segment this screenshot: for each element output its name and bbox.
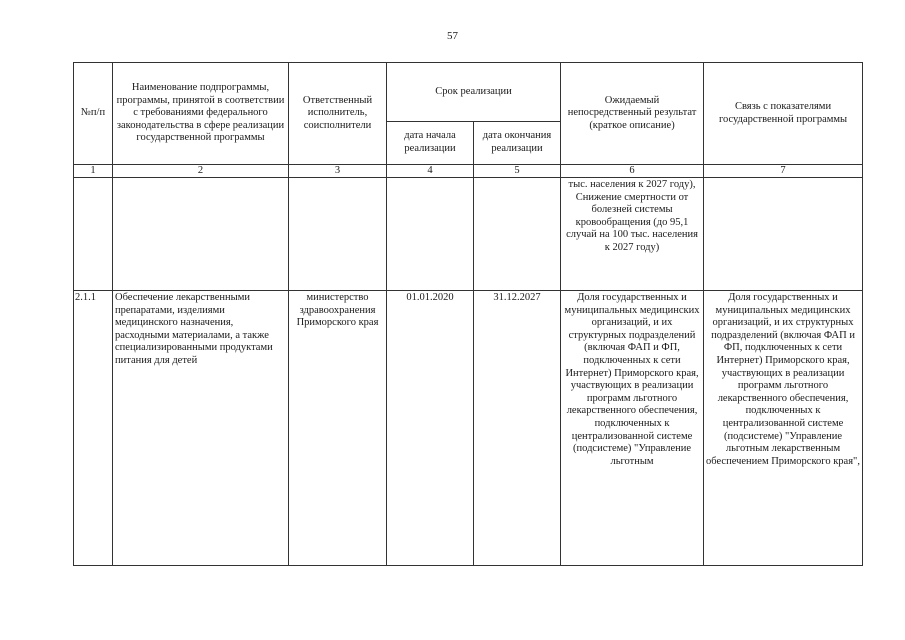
row-num bbox=[74, 178, 113, 291]
row-executor: министерство здравоохранения Приморского края bbox=[289, 291, 387, 566]
table-row bbox=[74, 178, 863, 291]
header-end: дата окончания реализации bbox=[474, 122, 561, 165]
column-number: 2 bbox=[113, 165, 289, 178]
row-start bbox=[387, 178, 474, 291]
row-name bbox=[113, 178, 289, 291]
row-end bbox=[474, 178, 561, 291]
column-number: 6 bbox=[561, 165, 704, 178]
header-num: №п/п bbox=[74, 63, 113, 165]
page-number: 57 bbox=[447, 30, 458, 42]
column-number: 1 bbox=[74, 165, 113, 178]
row-result: тыс. населения к 2027 году), Снижение смертности от болезней системы кровообращения (до 95,1 случай на 100 тыс. населения к 2027 году) bbox=[561, 178, 704, 291]
header-start: дата начала реализации bbox=[387, 122, 474, 165]
program-table bbox=[73, 62, 863, 566]
column-number-row bbox=[74, 165, 863, 178]
row-num: 2.1.1 bbox=[74, 291, 113, 566]
row-end: 31.12.2027 bbox=[474, 291, 561, 566]
header-row-1 bbox=[74, 63, 863, 122]
table-row bbox=[74, 291, 863, 566]
column-number: 3 bbox=[289, 165, 387, 178]
row-link: Доля государственных и муниципальных медицинских организаций, и их структурных подразделений (включая ФАП и ФП, подключенных к сети Интернет) Приморского края, участвующих в реализации программ льготного лекарственного обеспечения, подключенных к централизованной системе (подсистеме) "Управление льготным лекарственным обеспечением Приморского края", bbox=[704, 291, 863, 566]
column-number: 7 bbox=[704, 165, 863, 178]
column-number: 4 bbox=[387, 165, 474, 178]
row-executor bbox=[289, 178, 387, 291]
header-link: Связь с показателями государственной программы bbox=[704, 63, 863, 165]
row-name: Обеспечение лекарственными препаратами, изделиями медицинского назначения, расходными материалами, а также специализированными продуктами питания для детей bbox=[113, 291, 289, 566]
header-name: Наименование подпрограммы, программы, принятой в соответствии с требованиями федерального законодательства в сфере реализации государственной программы bbox=[113, 63, 289, 165]
row-start: 01.01.2020 bbox=[387, 291, 474, 566]
header-executor: Ответственный исполнитель, соисполнители bbox=[289, 63, 387, 165]
row-result: Доля государственных и муниципальных медицинских организаций, и их структурных подразделений (включая ФАП и ФП, подключенных к сети Интернет) Приморского края, участвующих в реализации программ льготного лекарственного обеспечения, подключенных к централизованной системе (подсистеме) "Управление льготным bbox=[561, 291, 704, 566]
row-link bbox=[704, 178, 863, 291]
column-number: 5 bbox=[474, 165, 561, 178]
header-period: Срок реализации bbox=[387, 63, 561, 122]
header-result: Ожидаемый непосредственный результат (краткое описание) bbox=[561, 63, 704, 165]
